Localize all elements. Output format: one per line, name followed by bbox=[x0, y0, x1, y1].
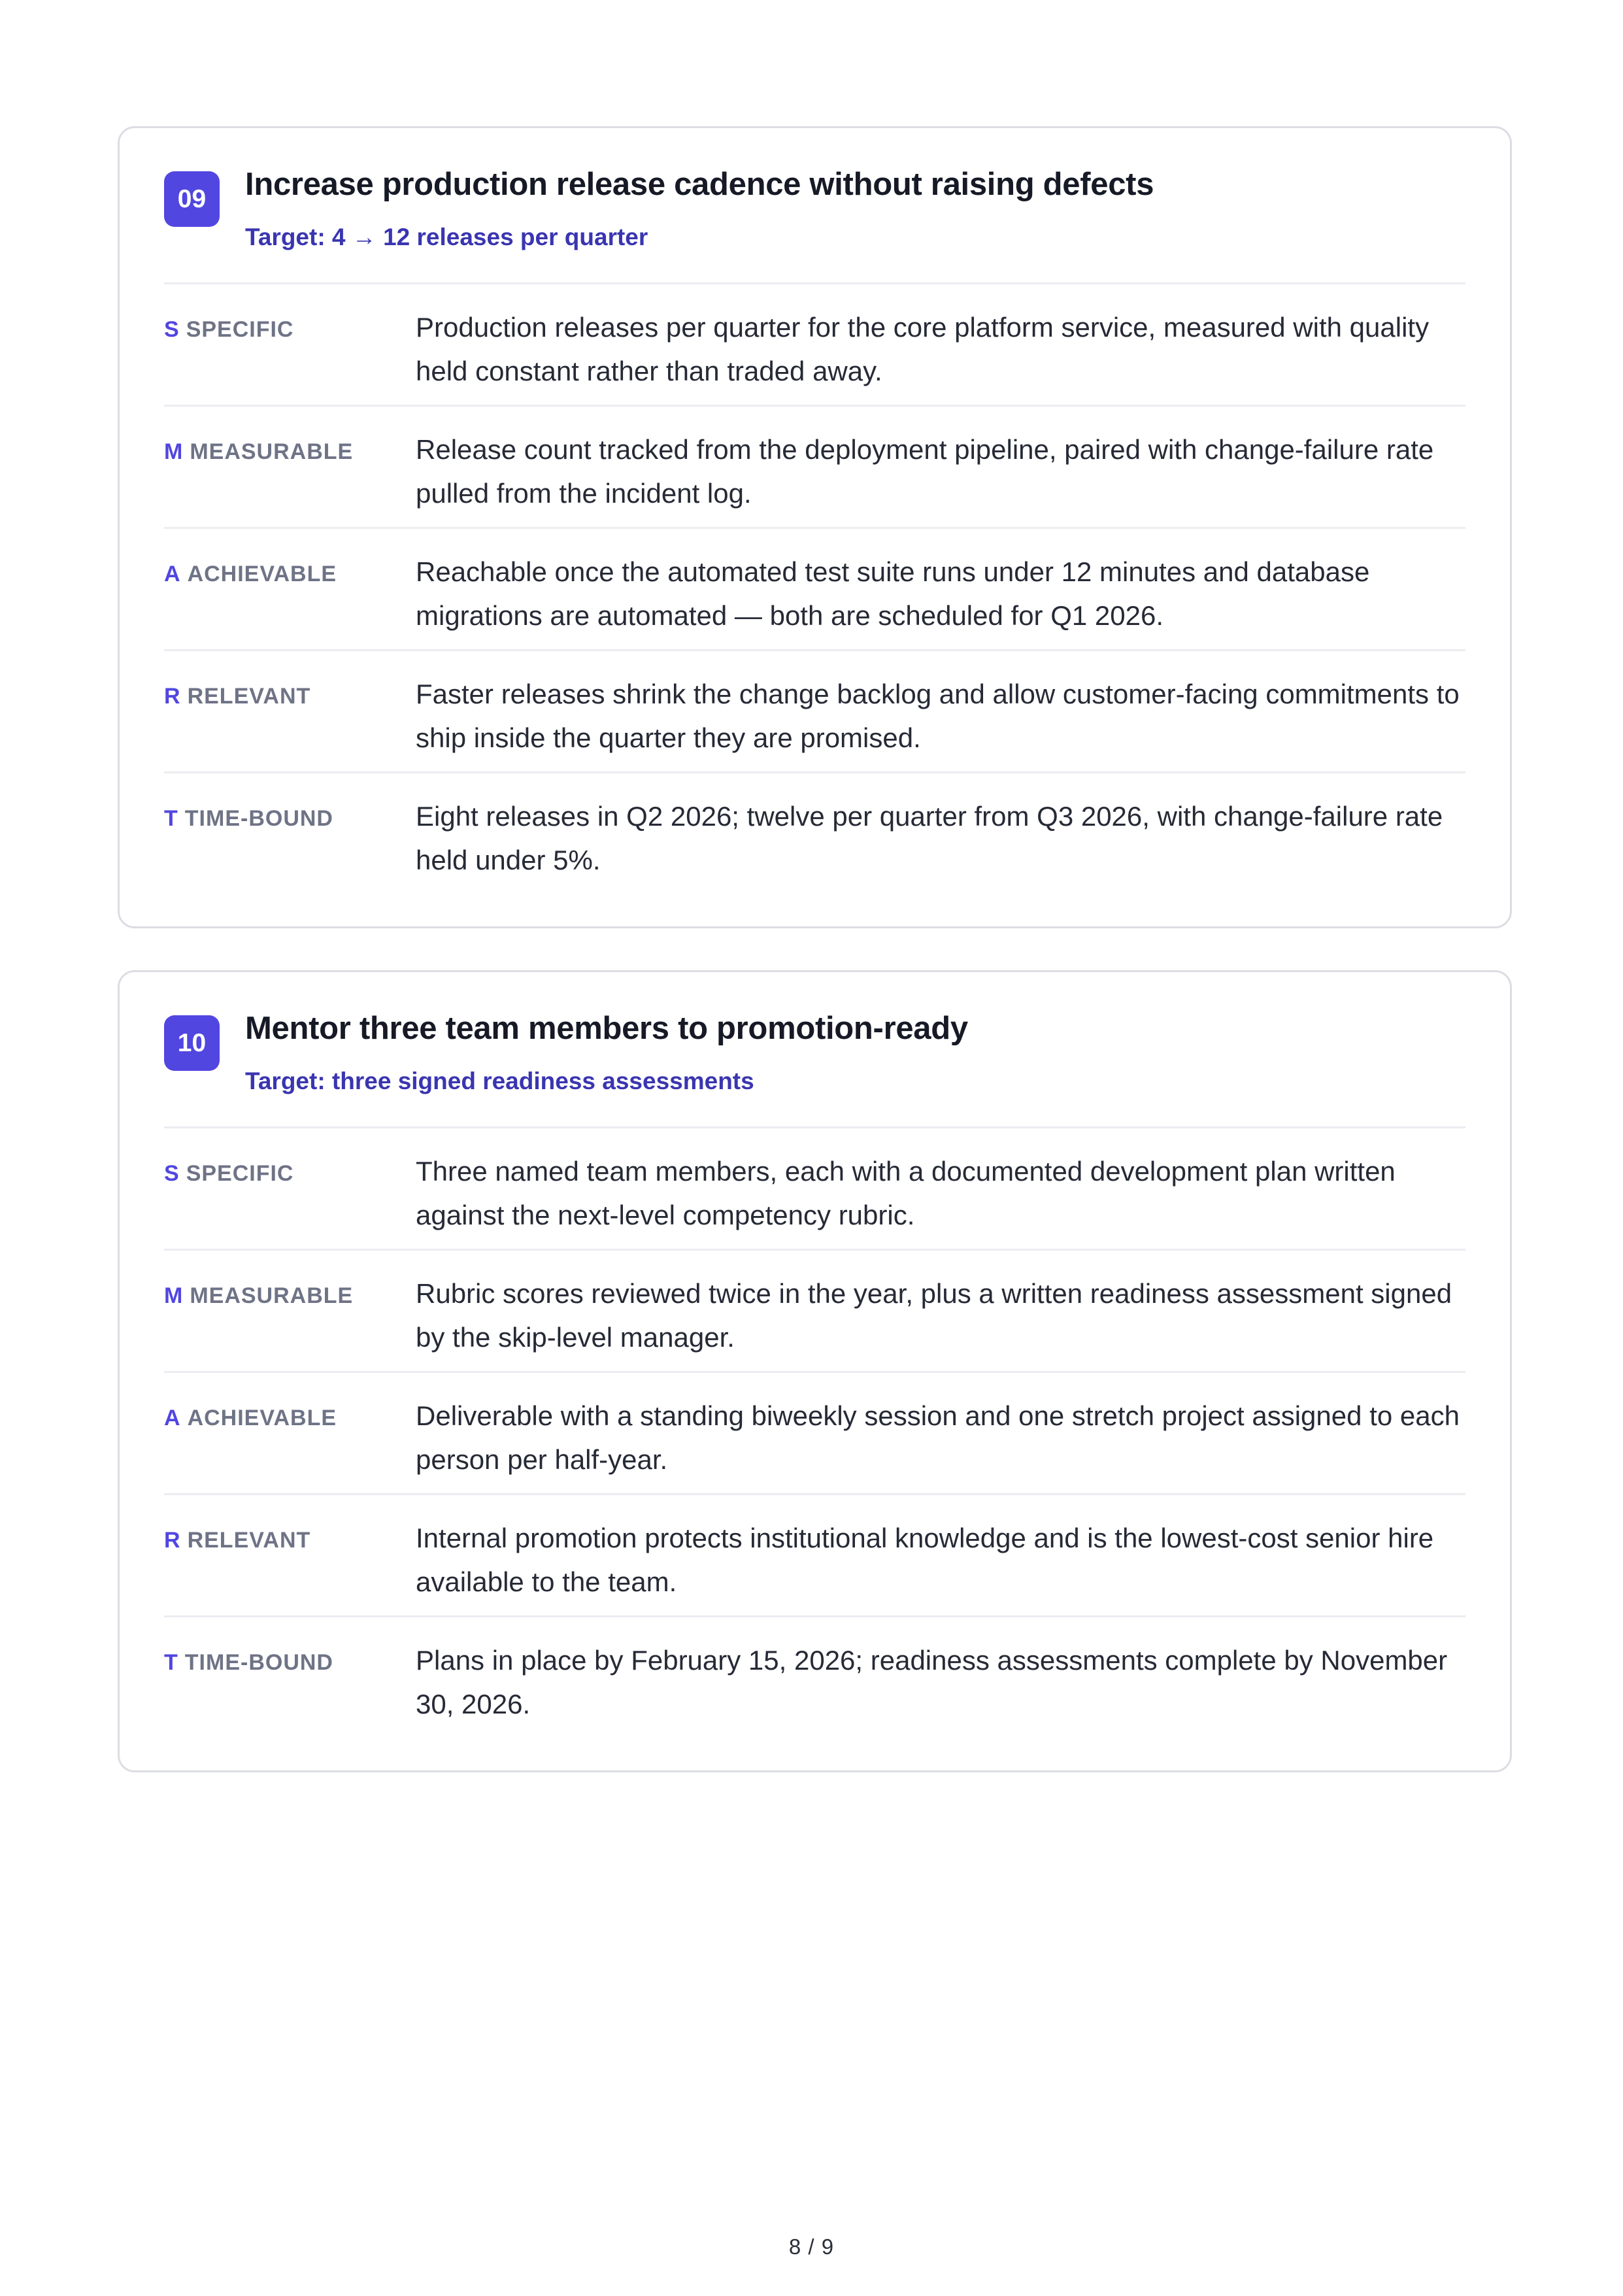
smart-row-relevant bbox=[164, 1495, 1465, 1617]
smart-description: Production releases per quarter for the core platform service, measured with quality held constant rather than traded away. bbox=[416, 312, 1430, 386]
smart-label-text: SPECIFIC bbox=[186, 317, 294, 342]
goal-target: Target: three signed readiness assessments bbox=[245, 1068, 754, 1094]
goal-number-badge: 09 bbox=[164, 171, 220, 227]
smart-row-relevant bbox=[164, 651, 1465, 773]
smart-label bbox=[164, 1650, 333, 1676]
smart-label bbox=[164, 806, 333, 832]
smart-label-text: RELEVANT bbox=[187, 1528, 311, 1553]
smart-label-text: TIME-BOUND bbox=[184, 1650, 333, 1675]
smart-label bbox=[164, 684, 310, 709]
smart-label bbox=[164, 439, 353, 465]
smart-letter: A bbox=[164, 562, 181, 586]
smart-letter: R bbox=[164, 1528, 181, 1553]
smart-label-text: MEASURABLE bbox=[190, 439, 354, 464]
smart-label-text: MEASURABLE bbox=[190, 1283, 354, 1308]
smart-label-text: SPECIFIC bbox=[186, 1161, 294, 1186]
smart-description: Rubric scores reviewed twice in the year, plus a written readiness assessment signed by the skip-level manager. bbox=[416, 1278, 1452, 1353]
smart-label bbox=[164, 562, 337, 587]
goal-number-badge: 10 bbox=[164, 1015, 220, 1071]
smart-letter: A bbox=[164, 1406, 181, 1430]
smart-label-text: ACHIEVABLE bbox=[187, 562, 337, 586]
goal-card bbox=[118, 970, 1512, 1772]
smart-letter: S bbox=[164, 1161, 180, 1186]
smart-description: Faster releases shrink the change backlog and allow customer-facing commitments to ship inside the quarter they are promised. bbox=[416, 679, 1460, 753]
smart-description: Three named team members, each with a documented development plan written against the next-level competency rubric. bbox=[416, 1156, 1396, 1230]
goal-header bbox=[164, 1011, 1465, 1128]
smart-description: Plans in place by February 15, 2026; readiness assessments complete by November 30, 2026. bbox=[416, 1645, 1448, 1719]
smart-row-specific bbox=[164, 1128, 1465, 1251]
smart-letter: T bbox=[164, 1650, 178, 1675]
smart-row-time-bound bbox=[164, 1617, 1465, 1740]
page-number: 8 / 9 bbox=[788, 2235, 835, 2259]
goal-title: Mentor three team members to promotion-ready bbox=[245, 1011, 968, 1046]
smart-label-text: ACHIEVABLE bbox=[187, 1406, 337, 1430]
smart-label bbox=[164, 1161, 294, 1187]
smart-row-achievable bbox=[164, 529, 1465, 651]
smart-row-achievable bbox=[164, 1373, 1465, 1495]
smart-label bbox=[164, 317, 294, 343]
goal-title: Increase production release cadence without raising defects bbox=[245, 167, 1154, 202]
smart-row-measurable bbox=[164, 1251, 1465, 1373]
smart-description: Internal promotion protects institutional knowledge and is the lowest-cost senior hire available to the team. bbox=[416, 1523, 1434, 1597]
smart-letter: T bbox=[164, 806, 178, 831]
smart-letter: M bbox=[164, 439, 184, 464]
smart-description: Eight releases in Q2 2026; twelve per quarter from Q3 2026, with change-failure rate held under 5%. bbox=[416, 801, 1443, 875]
smart-letter: S bbox=[164, 317, 180, 342]
smart-label bbox=[164, 1283, 353, 1309]
goal-target: Target: 4 → 12 releases per quarter bbox=[245, 224, 648, 250]
smart-label bbox=[164, 1406, 337, 1431]
smart-description: Deliverable with a standing biweekly session and one stretch project assigned to each person per half-year. bbox=[416, 1400, 1460, 1475]
smart-row-specific bbox=[164, 284, 1465, 407]
smart-letter: R bbox=[164, 684, 181, 709]
smart-description: Reachable once the automated test suite runs under 12 minutes and database migrations are automated — both are scheduled for Q1 2026. bbox=[416, 556, 1370, 631]
smart-label-text: RELEVANT bbox=[187, 684, 311, 709]
smart-row-time-bound bbox=[164, 773, 1465, 896]
smart-row-measurable bbox=[164, 407, 1465, 529]
goal-card bbox=[118, 126, 1512, 928]
goal-header bbox=[164, 167, 1465, 284]
smart-label bbox=[164, 1528, 310, 1553]
smart-letter: M bbox=[164, 1283, 184, 1308]
smart-label-text: TIME-BOUND bbox=[184, 806, 333, 831]
smart-description: Release count tracked from the deployment pipeline, paired with change-failure rate pulled from the incident log. bbox=[416, 434, 1434, 509]
